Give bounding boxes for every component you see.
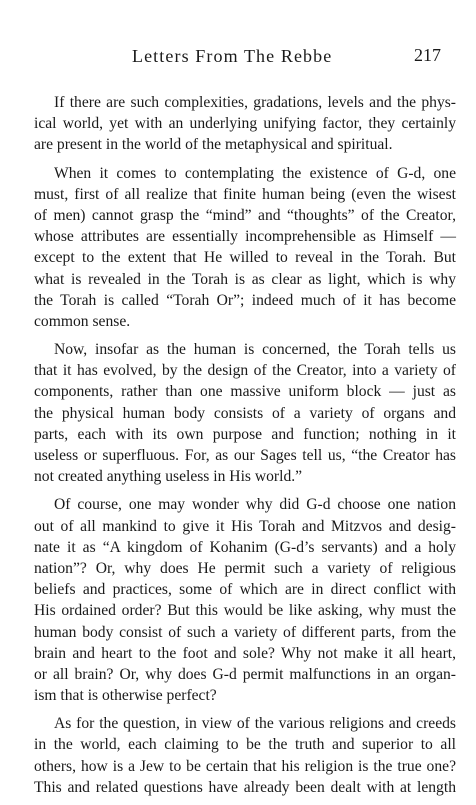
paragraph-2 [34, 163, 456, 333]
text-line: As for the question, in view of the various religions and creeds [54, 715, 456, 733]
text-line: ical world, yet with an underlying unifying factor, they certainly [34, 115, 456, 133]
text-line: or all brain? Or, why does G-d permit malfunctions in an organ- [34, 665, 456, 683]
text-line: When it comes to contemplating the existence of G-d, one [54, 164, 456, 182]
body-text [34, 92, 456, 805]
text-line: not created anything useless in His world.” [34, 468, 303, 486]
paragraph-3 [34, 339, 456, 487]
text-line: parts, each with its own purpose and function; nothing in it [34, 425, 456, 443]
text-line: are present in the world of the metaphysical and spiritual. [34, 136, 393, 154]
text-line: human body consist of such a variety of different parts, from the [34, 623, 456, 641]
text-line: the Torah is called “Torah Or”; indeed much of it has become [34, 291, 456, 309]
text-line: what is revealed in the Torah is as clear as light, which is why [34, 270, 456, 288]
text-line: whose attributes are essentially incomprehensible as Himself — [34, 228, 456, 246]
text-line: that it has evolved, by the design of the Creator, into a variety of [34, 362, 456, 380]
text-line: nation”? Or, why does He permit such a variety of religious [34, 559, 456, 577]
text-line: If there are such complexities, gradations, levels and the phys- [54, 94, 456, 111]
text-line: This and related questions have already been dealt with at length [34, 778, 456, 796]
text-line: beliefs and practices, some of which are in direct conflict with [34, 581, 456, 599]
text-line: His ordained order? But this would be like asking, why must the [34, 602, 456, 620]
text-line: ism that is otherwise perfect? [34, 687, 217, 705]
text-line: components, rather than one massive uniform block — just as [34, 383, 456, 401]
text-line: must, first of all realize that finite human being (even the wisest [34, 185, 456, 203]
page-number: 217 [414, 45, 441, 65]
paragraph-5 [34, 713, 456, 798]
text-line: Now, insofar as the human is concerned, the Torah tells us [54, 341, 456, 359]
text-line: nate it as “A kingdom of Kohanim (G-d’s servants) and a holy [34, 538, 456, 556]
text-line: out of all mankind to give it His Torah and Mitzvos and desig- [34, 517, 456, 535]
text-line: others, how is a Jew to be certain that his religion is the true one? [34, 757, 456, 775]
text-line: common sense. [34, 312, 131, 330]
text-line: of men) cannot grasp the “mind” and “thoughts” of the Creator, [34, 206, 456, 224]
text-line: brain and heart to the foot and sole? Why not make it all heart, [34, 644, 456, 662]
text-line: the physical human body consists of a variety of organs and [34, 404, 456, 422]
running-title: Letters From The Rebbe [132, 46, 333, 66]
paragraph-1 [34, 92, 456, 156]
text-line: useless or superfluous. For, as our Sages tell us, “the Creator has [34, 447, 456, 464]
text-line: in the world, each claiming to be the truth and superior to all [34, 736, 456, 754]
text-line: except to the extent that He willed to reveal in the Torah. But [34, 249, 456, 267]
paragraph-4 [34, 494, 456, 706]
text-line: Of course, one may wonder why did G-d choose one nation [54, 496, 456, 514]
